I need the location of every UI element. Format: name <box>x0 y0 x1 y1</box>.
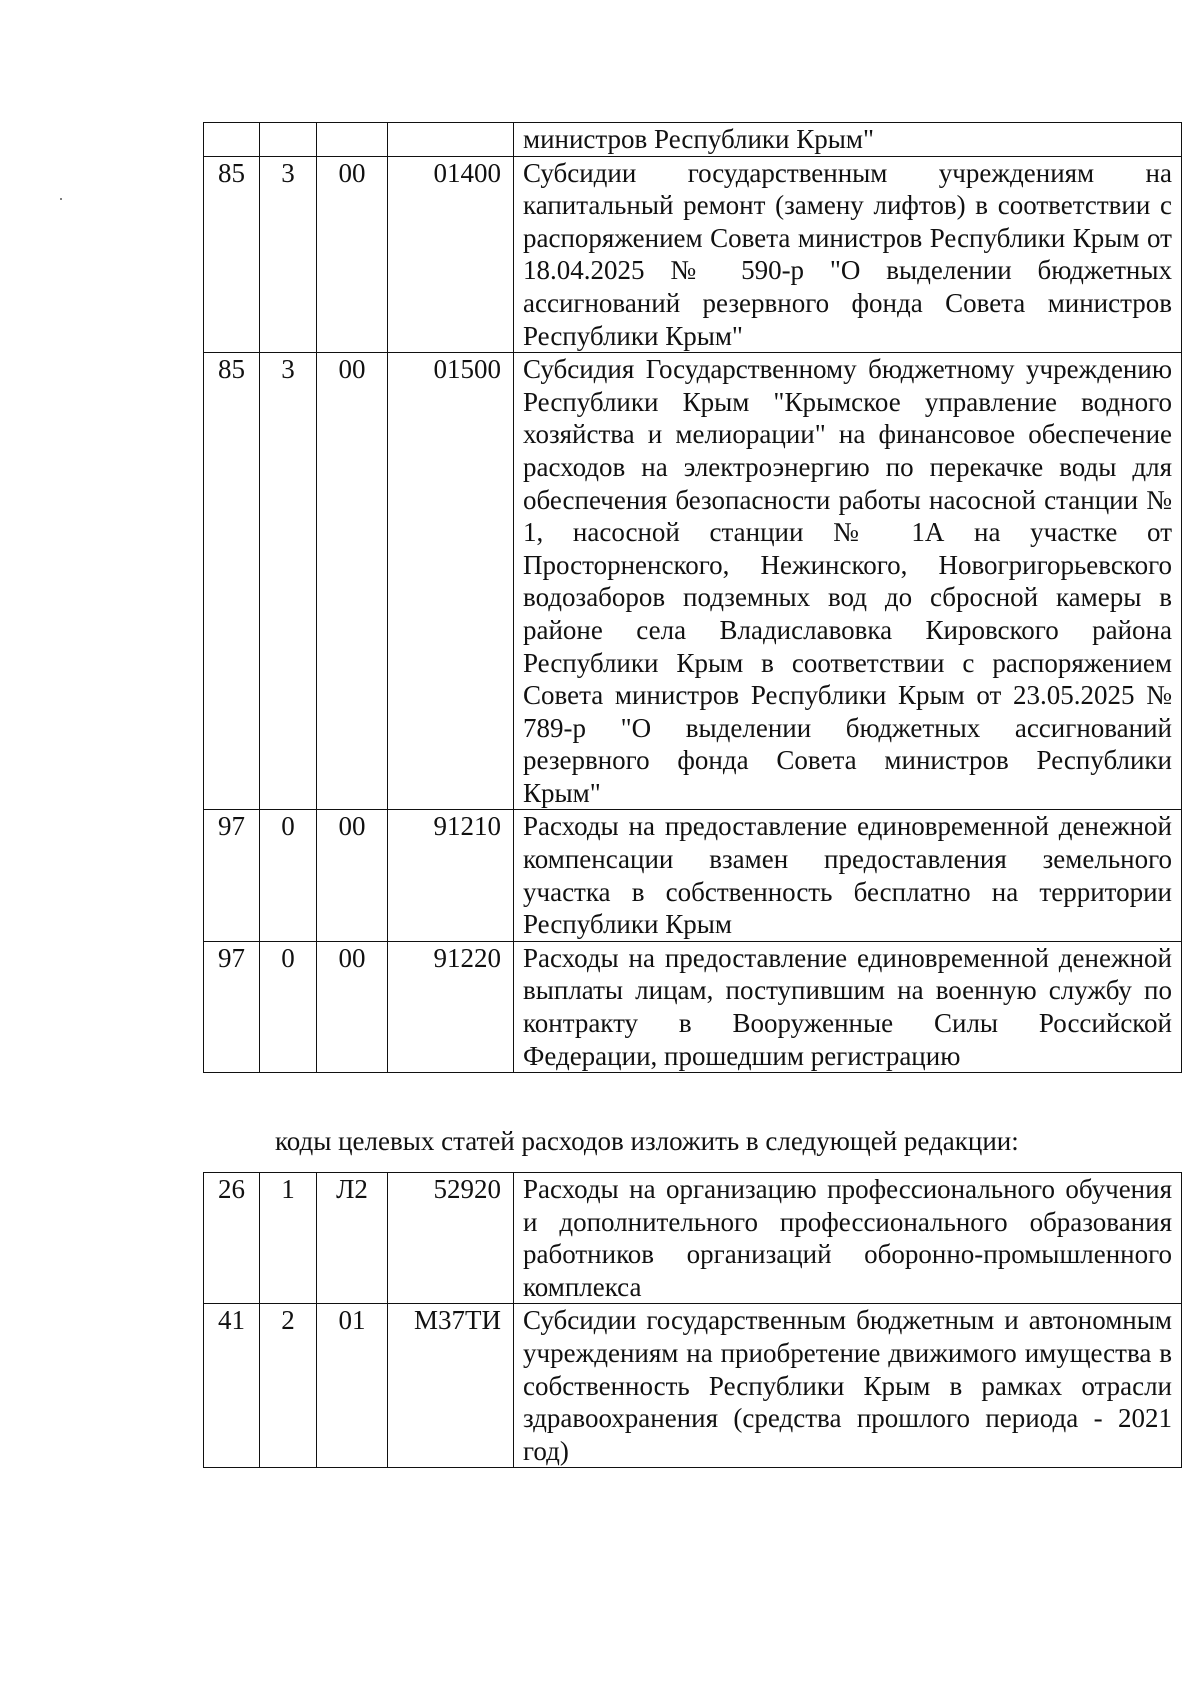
code-cell-3: 00 <box>317 353 388 810</box>
description-cell: Расходы на организацию профессионального обучения и дополнительного профессионального образования работников организаций оборонно-промышленного комплекса <box>514 1173 1182 1304</box>
code-cell-1: 97 <box>204 941 260 1072</box>
code-cell-2: 0 <box>260 810 317 941</box>
codes-table-bottom <box>203 1172 1182 1468</box>
code-cell-2: 3 <box>260 353 317 810</box>
table-row <box>204 156 1182 353</box>
code-cell-3: 00 <box>317 156 388 353</box>
code-cell-1: 85 <box>204 156 260 353</box>
code-cell-2: 3 <box>260 156 317 353</box>
scan-speck <box>60 198 62 200</box>
code-cell-3: Л2 <box>317 1173 388 1304</box>
code-cell-4: М37ТИ <box>388 1304 514 1468</box>
code-cell-4: 01400 <box>388 156 514 353</box>
code-cell-1: 85 <box>204 353 260 810</box>
code-cell-2: 1 <box>260 1173 317 1304</box>
code-cell-4 <box>388 123 514 157</box>
description-cell: Субсидии государственным бюджетным и автономным учреждениям на приобретение движимого имущества в собственность Республики Крым в рамках отрасли здравоохранения (средства прошлого периода - 2021 год) <box>514 1304 1182 1468</box>
code-cell-4: 91220 <box>388 941 514 1072</box>
code-cell-4: 91210 <box>388 810 514 941</box>
table-row <box>204 941 1182 1072</box>
code-cell-2: 2 <box>260 1304 317 1468</box>
instruction-text: коды целевых статей расходов изложить в следующей редакции: <box>275 1126 1019 1156</box>
code-cell-3: 00 <box>317 941 388 1072</box>
code-cell-4: 01500 <box>388 353 514 810</box>
description-cell: министров Республики Крым" <box>514 123 1182 157</box>
codes-table-top <box>203 122 1182 1073</box>
description-cell: Субсидии государственным учреждениям на капитальный ремонт (замену лифтов) в соответствии с распоряжением Совета министров Республики Крым от 18.04.2025 № 590-р "О выделении бюджетных ассигнований резервного фонда Совета министров Республики Крым" <box>514 156 1182 353</box>
code-cell-3: 00 <box>317 810 388 941</box>
table-row <box>204 1304 1182 1468</box>
description-cell: Субсидия Государственному бюджетному учреждению Республики Крым "Крымское управление водного хозяйства и мелиорации" на финансовое обеспечение расходов на электроэнергию по перекачке воды для обеспечения безопасности работы насосной станции № 1, насосной станции № 1А на участке от Просторненского, Нежинского, Новогригорьевского водозаборов подземных вод до сбросной камеры в районе села Владиславовка Кировского района Республики Крым в соответствии с распоряжением Совета министров Республики Крым от 23.05.2025 № 789-р "О выделении бюджетных ассигнований резервного фонда Совета министров Республики Крым" <box>514 353 1182 810</box>
code-cell-4: 52920 <box>388 1173 514 1304</box>
code-cell-1: 26 <box>204 1173 260 1304</box>
code-cell-2 <box>260 123 317 157</box>
description-cell: Расходы на предоставление единовременной денежной компенсации взамен предоставления земельного участка в собственность бесплатно на территории Республики Крым <box>514 810 1182 941</box>
code-cell-3 <box>317 123 388 157</box>
code-cell-3: 01 <box>317 1304 388 1468</box>
table-row <box>204 810 1182 941</box>
table-row <box>204 353 1182 810</box>
code-cell-1 <box>204 123 260 157</box>
table-row <box>204 123 1182 157</box>
description-cell: Расходы на предоставление единовременной денежной выплаты лицам, поступившим на военную службу по контракту в Вооруженные Силы Российской Федерации, прошедшим регистрацию <box>514 941 1182 1072</box>
code-cell-1: 41 <box>204 1304 260 1468</box>
code-cell-1: 97 <box>204 810 260 941</box>
code-cell-2: 0 <box>260 941 317 1072</box>
table-row <box>204 1173 1182 1304</box>
